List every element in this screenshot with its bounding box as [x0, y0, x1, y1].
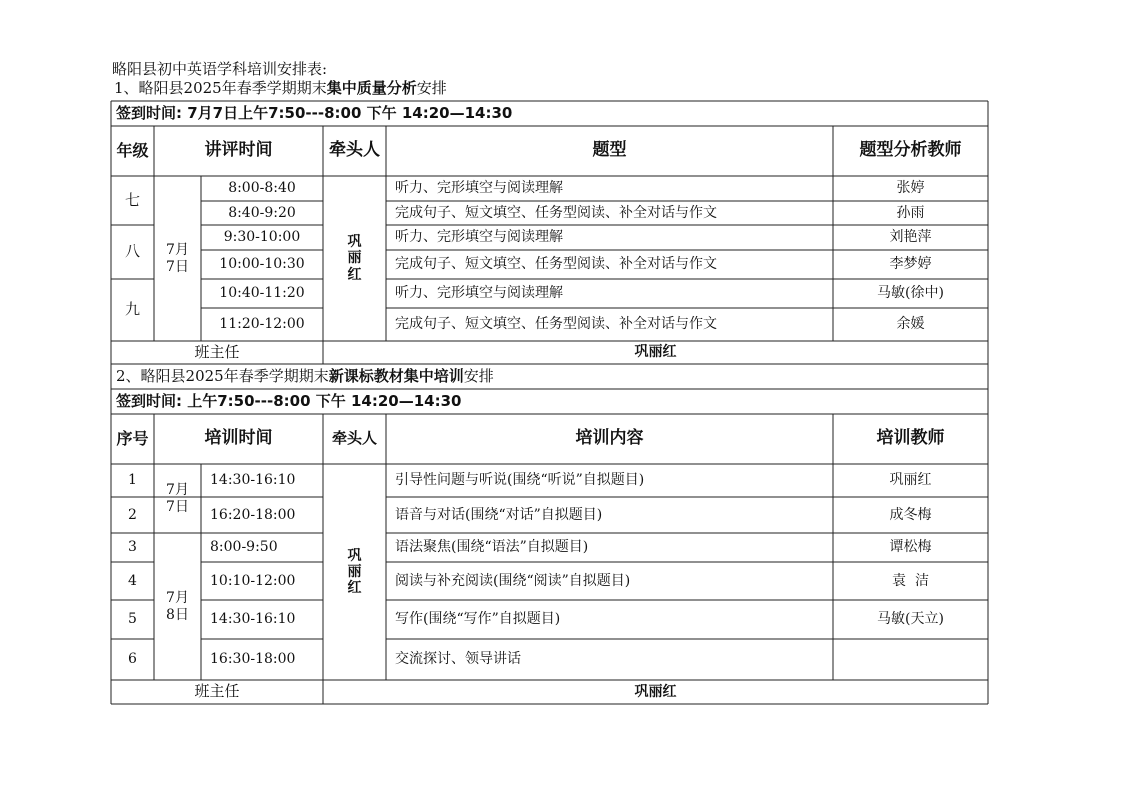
- table-row-time: 8:00-9:50: [210, 539, 278, 556]
- header-training-teacher: 培训教师: [876, 428, 945, 449]
- section1-signin-time: 签到时间: 7月7日上午7:50---8:00 下午 14:20—14:30: [116, 103, 513, 122]
- section2-signin-time: 签到时间: 上午7:50---8:00 下午 14:20—14:30: [116, 391, 462, 410]
- table-row-teacher: 巩丽红: [889, 472, 932, 489]
- table-row-topic: 完成句子、短文填空、任务型阅读、补全对话与作文: [395, 316, 717, 333]
- document-title: 略阳县初中英语学科培训安排表:: [112, 60, 328, 78]
- table-row-teacher: 李梦婷: [889, 256, 932, 273]
- table-row-time: 10:10-12:00: [210, 572, 296, 589]
- table-row-time: 10:00-10:30: [219, 256, 305, 273]
- table-row-content: 语法聚焦(围绕“语法”自拟题目): [395, 539, 589, 556]
- table-row-time: 16:30-18:00: [210, 651, 296, 668]
- table-row-time: 11:20-12:00: [219, 316, 305, 333]
- table-row-no: 2: [128, 506, 137, 523]
- section1-leader: 巩丽红: [347, 234, 362, 283]
- header-grade: 年级: [116, 140, 149, 160]
- section2-heading: [111, 364, 494, 389]
- table-row-no: 1: [128, 472, 137, 489]
- table-row-time: 9:30-10:00: [223, 229, 301, 246]
- table-row-teacher: 孙雨: [896, 204, 925, 221]
- section1-date: 7月7日: [166, 242, 189, 275]
- table-row-content: 交流探讨、领导讲话: [395, 651, 521, 668]
- table-row-teacher: [833, 639, 988, 680]
- section1-heading-prefix: 1、略阳县2025年春季学期期末: [114, 79, 327, 98]
- section2-leader: 巩丽红: [347, 547, 362, 597]
- header-review-time: 讲评时间: [204, 140, 273, 161]
- header-serial-no: 序号: [116, 428, 149, 448]
- header-training-content: 培训内容: [575, 428, 644, 449]
- table-row-content: 阅读与补充阅读(围绕“阅读”自拟题目): [395, 572, 631, 589]
- header-leader-2: 牵头人: [331, 429, 377, 448]
- table-row-no: 5: [128, 611, 137, 628]
- table-row-topic: 听力、完形填空与阅读理解: [395, 180, 563, 197]
- grade-seven: 七: [124, 190, 140, 209]
- section2-footer-label: 班主任: [194, 682, 240, 701]
- table-row-teacher: 马敏(天立): [877, 611, 944, 628]
- table-row-no: 6: [128, 651, 137, 668]
- table-row-topic: 完成句子、短文填空、任务型阅读、补全对话与作文: [395, 204, 717, 221]
- table-row-content: 语音与对话(围绕“对话”自拟题目): [395, 506, 603, 523]
- table-row-topic: 完成句子、短文填空、任务型阅读、补全对话与作文: [395, 256, 717, 273]
- table-row-time: 14:30-16:10: [210, 472, 296, 489]
- table-row-teacher: 张婷: [896, 180, 925, 197]
- section2-footer-value: 巩丽红: [634, 683, 677, 700]
- section1-heading-bold: 集中质量分析: [326, 79, 417, 98]
- table-row-time: 8:40-9:20: [228, 204, 296, 221]
- table-row-time: 10:40-11:20: [219, 285, 305, 302]
- table-row-time: 8:00-8:40: [228, 180, 296, 197]
- grade-eight: 八: [124, 242, 140, 261]
- table-row-teacher: 袁 洁: [892, 572, 929, 589]
- table-row-topic: 听力、完形填空与阅读理解: [395, 229, 563, 246]
- table-row-teacher: 谭松梅: [889, 539, 932, 556]
- header-leader: 牵头人: [329, 140, 380, 161]
- header-training-time: 培训时间: [204, 428, 273, 449]
- header-question-type: 题型: [592, 140, 627, 161]
- table-row-content: 引导性问题与听说(围绕“听说”自拟题目): [395, 472, 645, 489]
- table-row-teacher: 刘艳萍: [889, 229, 932, 246]
- section1-footer-label: 班主任: [194, 342, 240, 361]
- table-row-no: 4: [128, 572, 137, 589]
- table-row-teacher: 马敏(徐中): [877, 285, 944, 302]
- table-row-time: 14:30-16:10: [210, 611, 296, 628]
- table-row-time: 16:20-18:00: [210, 506, 296, 523]
- section1-heading: [111, 78, 447, 100]
- table-row-teacher: 余媛: [896, 316, 925, 333]
- table-row-no: 3: [128, 539, 137, 556]
- section2-heading-suffix: 安排: [463, 366, 494, 385]
- table-row-teacher: 成冬梅: [889, 506, 932, 523]
- table-row-content: 写作(围绕“写作”自拟题目): [395, 611, 561, 628]
- section2-heading-prefix: 2、略阳县2025年春季学期期末: [116, 366, 329, 385]
- section1-footer-value: 巩丽红: [634, 344, 677, 361]
- section2-heading-bold: 新课标教材集中培训: [328, 366, 464, 385]
- section2-date-1: 7月7日: [166, 482, 189, 515]
- section2-date-2: 7月8日: [166, 590, 189, 623]
- header-analysis-teacher: 题型分析教师: [859, 140, 962, 161]
- section1-heading-suffix: 安排: [416, 79, 447, 98]
- table-row-topic: 听力、完形填空与阅读理解: [395, 285, 563, 302]
- grade-nine: 九: [124, 300, 140, 319]
